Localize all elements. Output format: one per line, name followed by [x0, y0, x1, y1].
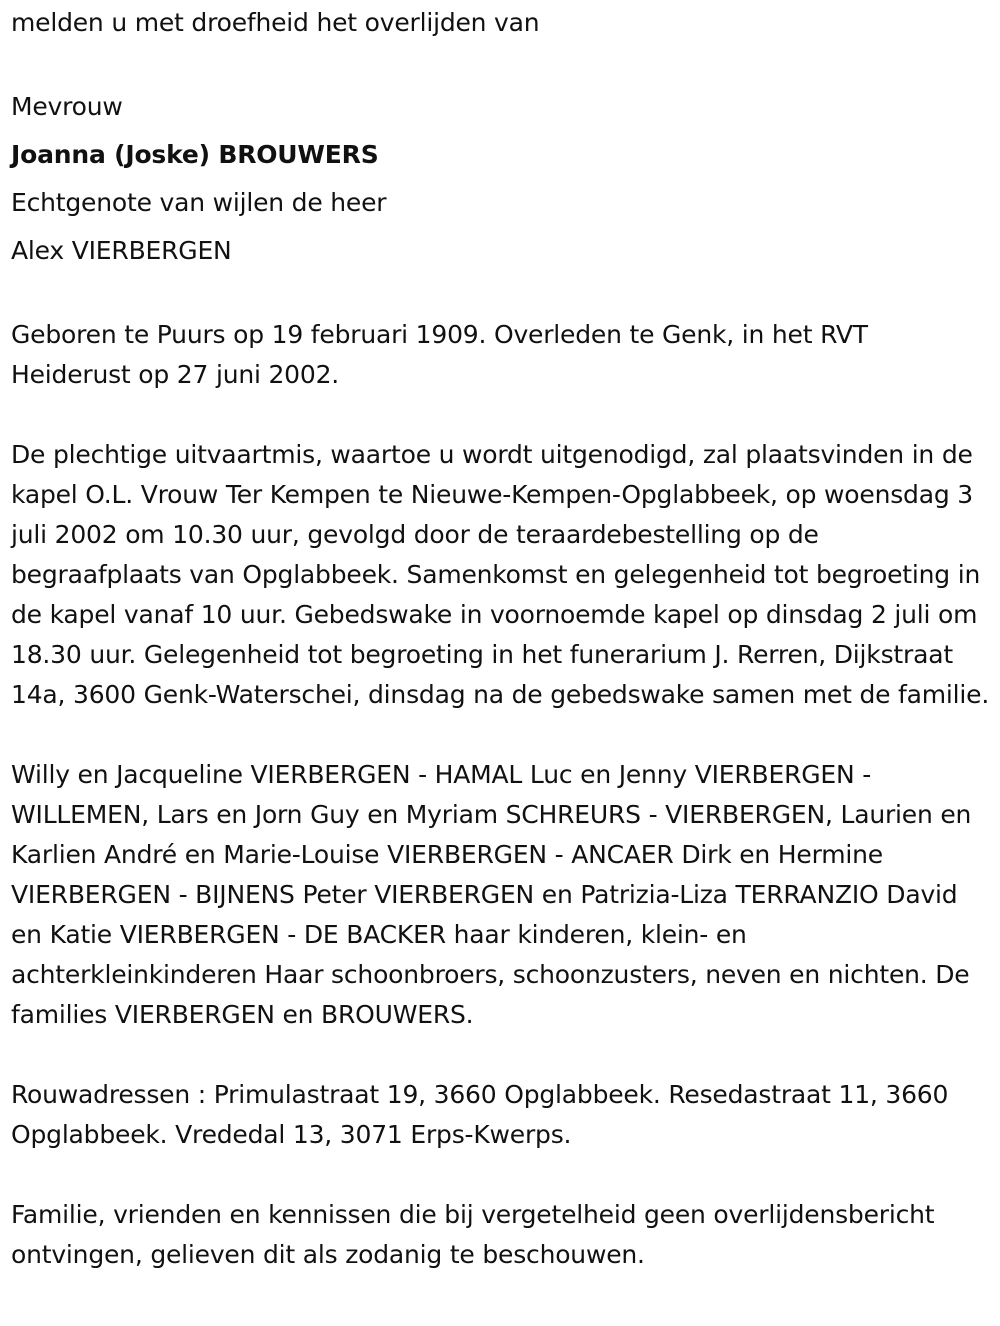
deceased-name: Joanna (Joske) BROUWERS — [11, 140, 379, 169]
spacer — [11, 43, 991, 83]
spouse-name: Alex VIERBERGEN — [11, 236, 232, 265]
spacer — [11, 1155, 991, 1195]
family-paragraph: Willy en Jacqueline VIERBERGEN - HAMAL Luc en Jenny VIERBERGEN - WILLEMEN, Lars en Jorn Guy en Myriam SCHREURS - VIERBERGEN, Laurien en Karlien André en Marie-Louise VIERBERGEN - ANCAER Dirk en Hermine VIERBERGEN - BIJNENS Peter VIERBERGEN en Patrizia-Liza TERRANZIO David en Katie VIERBERGEN - DE BACKER haar kinderen, klein- en achterkleinkinderen Haar schoonbroers, schoonzusters, neven en nichten. De families VIERBERGEN en BROUWERS. — [11, 760, 972, 1029]
spouse-line: Echtgenote van wijlen de heer — [11, 188, 387, 217]
addresses-paragraph: Rouwadressen : Primulastraat 19, 3660 Opglabbeek. Resedastraat 11, 3660 Opglabbeek. Vrededal 13, 3071 Erps-Kwerps. — [11, 1080, 949, 1149]
spacer — [11, 395, 991, 435]
spacer — [11, 1035, 991, 1075]
salutation: Mevrouw — [11, 92, 123, 121]
spacer — [11, 275, 991, 315]
obituary-document — [11, 3, 991, 1275]
intro-line: melden u met droefheid het overlijden van — [11, 8, 540, 37]
birth-death-paragraph: Geboren te Puurs op 19 februari 1909. Overleden te Genk, in het RVT Heiderust op 27 juni 2002. — [11, 320, 868, 389]
ceremony-paragraph: De plechtige uitvaartmis, waartoe u wordt uitgenodigd, zal plaatsvinden in de kapel O.L. Vrouw Ter Kempen te Nieuwe-Kempen-Opglabbeek, op woensdag 3 juli 2002 om 10.30 uur, gevolgd door de teraardebestelling op de begraafplaats van Opglabbeek. Samenkomst en gelegenheid tot begroeting in de kapel vanaf 10 uur. Gebedswake in voornoemde kapel op dinsdag 2 juli om 18.30 uur. Gelegenheid tot begroeting in het funerarium J. Rerren, Dijkstraat 14a, 3600 Genk-Waterschei, dinsdag na de gebedswake samen met de familie. — [11, 440, 990, 709]
closing-paragraph: Familie, vrienden en kennissen die bij vergetelheid geen overlijdensbericht ontvingen, gelieven dit als zodanig te beschouwen. — [11, 1200, 935, 1269]
spacer — [11, 715, 991, 755]
